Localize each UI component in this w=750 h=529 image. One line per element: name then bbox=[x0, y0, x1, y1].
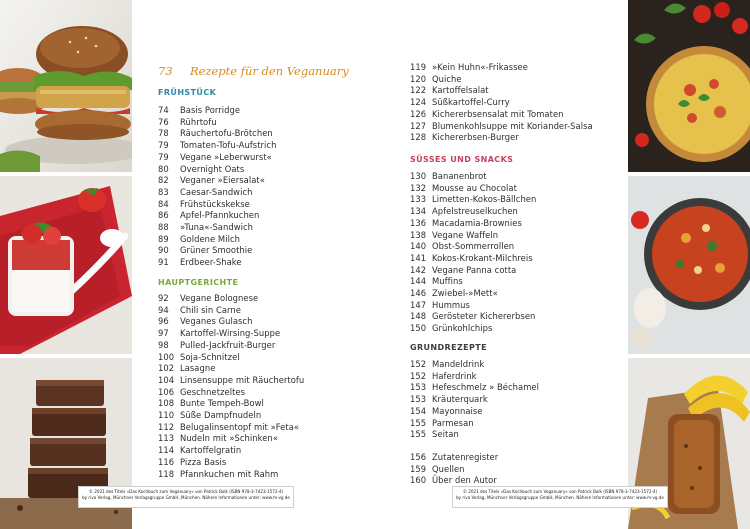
left-toc-column: FRÜHSTÜCK 74 Basis Porridge 76 Rührtofu 78 Räuchertofu-Brötchen 79 Tomaten-Tofu-Aufstrich 79 Vegane »Leberwurst« 80 Overnight Oats 82 Veganer »Eiersalat« 83 Caesar-Sandwich 84 Frühstückskekse 86 Apfel-Pfannkuchen 88 »Tuna«-Sandwich 89 Goldene Milch 90 Grüner Smoothie 91 Erdbeer-Shake HAUPTGERICHTE 92 Vegane Bolognese 94 Chili sin Carne 96 Veganes Gulasch 97 Kartoffel-Wirsing-Suppe 98 Pulled-Jackfruit-Burger 100 Soja-Schnitzel 102 Lasagne 104 Linsensuppe mit Räuchertofu 106 Geschnetzeltes 108 Bunte Tempeh-Bowl 110 Süße Dampfnudeln 112 Belugalinsentopf mit »Feta« 113 Nudeln mit »Schinken« 114 Kartoffelgratin 116 Pizza Basis 118 Pfannkuchen mit Rahm bbox=[158, 88, 305, 479]
page-number: 73 bbox=[158, 64, 173, 78]
curry-pan-photo bbox=[628, 176, 750, 354]
copyright-line-1: © 2021 des Titels »Das Kochbuch zum Veganuary« von Patrick Bolk (ISBN 978-3-7423-1572-4) bbox=[462, 489, 658, 494]
burger-photo bbox=[0, 0, 132, 172]
strawberry-dessert-photo bbox=[0, 176, 132, 354]
section-heading-hauptgerichte: HAUPTGERICHTE bbox=[158, 278, 239, 287]
burger-illustration bbox=[0, 0, 132, 172]
right-toc-column: 119 »Kein Huhn«-Frikassee 120 Quiche 122 Kartoffelsalat 124 Süßkartoffel-Curry 126 Kichererbsensalat mit Tomaten 127 Blumenkohlsuppe mit Koriander-Salsa 128 Kichererbsen-Burger SÜSSES UND SNACKS 130 Bananenbrot 132 Mousse au Chocolat 133 Limetten-Kokos-Bällchen 134 Apfelstreuselkuchen 136 Macadamia-Brownies 138 Vegane Waffeln 140 Obst-Sommerrollen 141 Kokos-Krokant-Milchreis 142 Vegane Panna cotta 144 Muffins 146 Zwiebel-»Mett« 147 Hummus 148 Gerösteter Kichererbsen 150 Grünkohlchips GRUNDREZEPTE 152 Mandeldrink 152 Haferdrink 153 Hefeschmelz » Béchamel 153 Kräuterquark 154 Mayonnaise 155 Parmesan 155 Seitan 156 Zutatenregister 159 Quellen 160 Über den Autor bbox=[410, 62, 593, 486]
section-heading-suesses: SÜSSES UND SNACKS bbox=[410, 155, 514, 164]
section-heading-grundrezepte: GRUNDREZEPTE bbox=[410, 343, 488, 352]
copyright-notice-left bbox=[78, 486, 294, 508]
quiche-photo bbox=[628, 0, 750, 172]
dessert-illustration bbox=[0, 176, 132, 354]
copyright-notice-right bbox=[452, 486, 668, 508]
curry-illustration bbox=[628, 176, 750, 354]
copyright-line-2: by riva Verlag, Münchner Verlagsgruppe GmbH, München. Nähere Informationen unter: www.m-vg.de bbox=[456, 494, 664, 500]
section-heading-fruehstueck: FRÜHSTÜCK bbox=[158, 88, 217, 97]
copyright-line-2: by riva Verlag, Münchner Verlagsgruppe GmbH, München. Nähere Informationen unter: www.m-vg.de bbox=[82, 494, 290, 500]
page-title-text: Rezepte für den Veganuary bbox=[189, 64, 349, 78]
quiche-illustration bbox=[628, 0, 750, 172]
copyright-line-1: © 2021 des Titels »Das Kochbuch zum Veganuary« von Patrick Bolk (ISBN 978-3-7423-1572-4) bbox=[88, 489, 284, 494]
